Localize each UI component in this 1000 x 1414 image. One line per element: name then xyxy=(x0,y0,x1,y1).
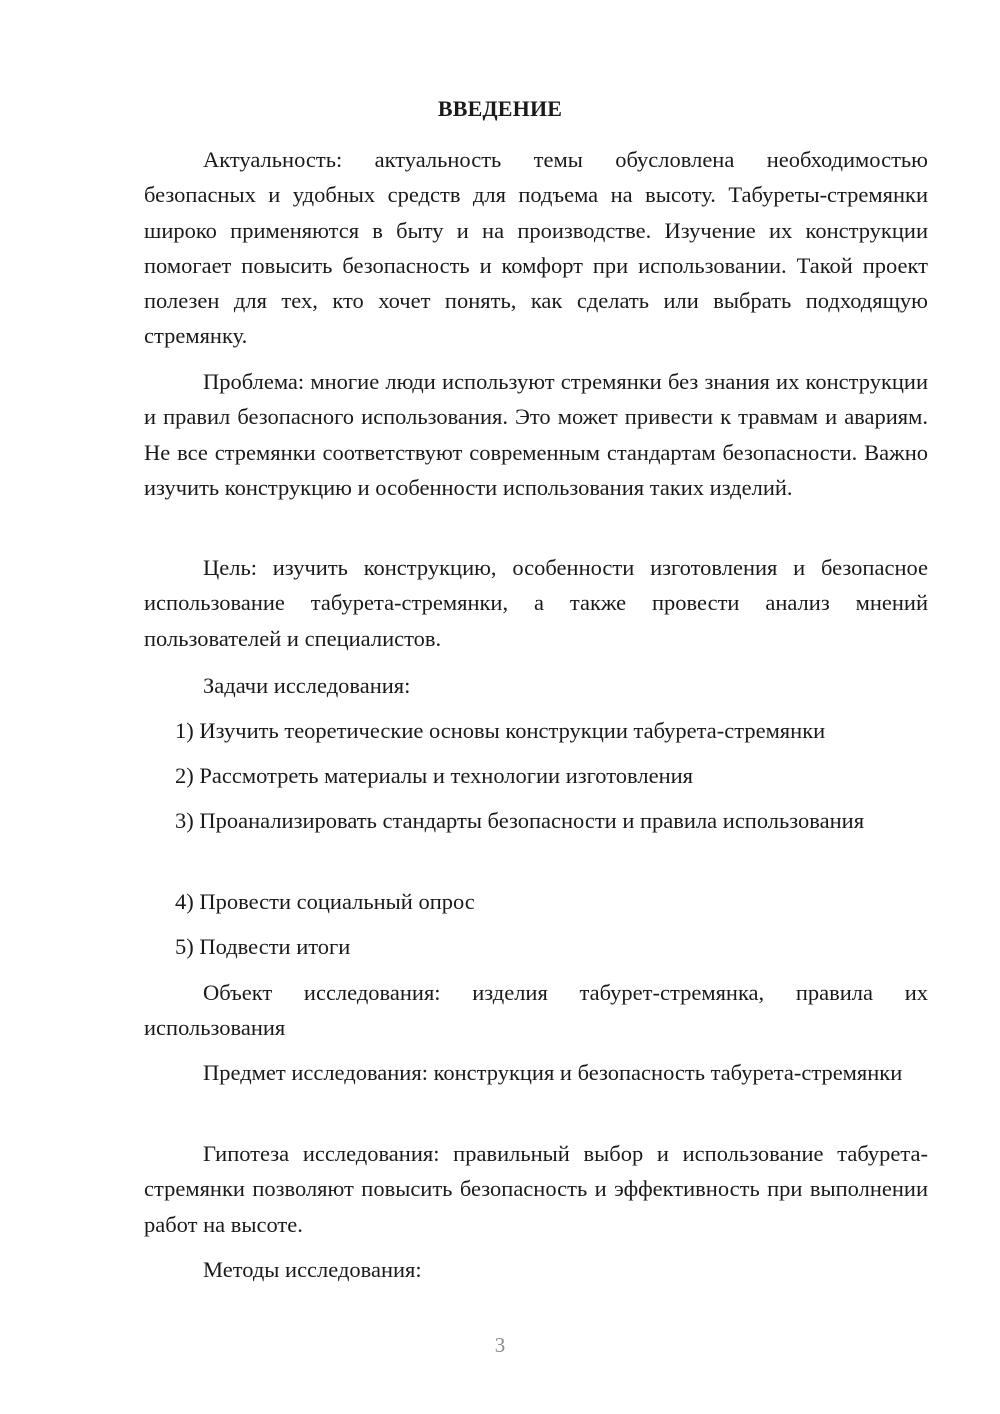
task-item-1: 1) Изучить теоретические основы конструкции табурета-стремянки xyxy=(175,718,826,743)
section-title: ВВЕДЕНИЕ xyxy=(437,96,563,121)
task-item-4: 4) Провести социальный опрос xyxy=(175,889,475,914)
tasks-heading: Задачи исследования: xyxy=(203,673,411,698)
methods-heading: Методы исследования: xyxy=(203,1257,422,1282)
problem-paragraph: Проблема: многие люди используют стремянки без знания их конструкции и правил безопасного использования. Это может привести к травмам и авариям. Не все стремянки соответствуют современным стандартам безопасности. Важно изучить конструкцию и особенности использования таких изделий. xyxy=(144,369,928,500)
task-item-2: 2) Рассмотреть материалы и технологии изготовления xyxy=(175,763,694,788)
goal-paragraph: Цель: изучить конструкцию, особенности изготовления и безопасное использование табурета-стремянки, а также провести анализ мнений пользователей и специалистов. xyxy=(144,555,928,651)
object-paragraph: Объект исследования: изделия табурет-стремянка, правила их использования xyxy=(144,980,928,1041)
task-item-3: 3) Проанализировать стандарты безопасности и правила использования xyxy=(175,808,865,833)
subject-paragraph: Предмет исследования: конструкция и безопасность табурета-стремянки xyxy=(203,1060,903,1085)
task-item-5: 5) Подвести итоги xyxy=(175,934,351,959)
hypothesis-paragraph: Гипотеза исследования: правильный выбор и использование табурета-стремянки позволяют повысить безопасность и эффективность при выполнении работ на высоте. xyxy=(144,1141,928,1237)
relevance-paragraph: Актуальность: актуальность темы обусловлена необходимостью безопасных и удобных средств для подъема на высоту. Табуреты-стремянки широко применяются в быту и на производстве. Изучение их конструкции помогает повысить безопасность и комфорт при использовании. Такой проект полезен для тех, кто хочет понять, как сделать или выбрать подходящую стремянку. xyxy=(144,147,928,349)
page-number: 3 xyxy=(494,1333,506,1357)
